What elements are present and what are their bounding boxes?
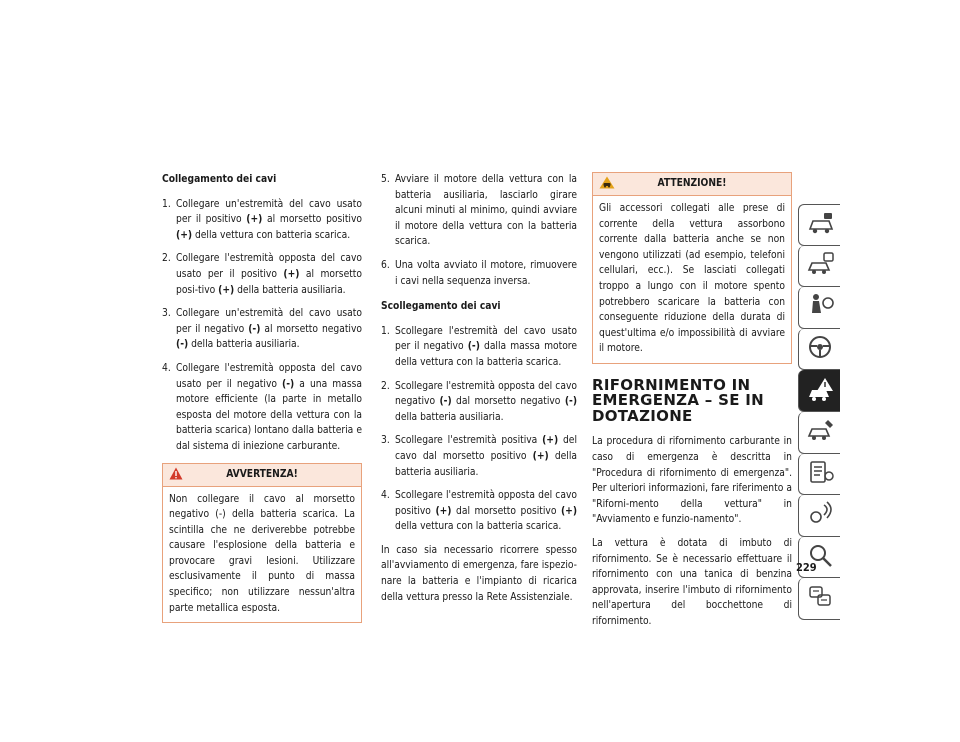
text-run: della batteria ausiliaria. [395, 450, 577, 478]
column-left [162, 172, 362, 623]
closing-paragraph: In caso sia necessario ricorrere spesso all'avviamento di emergenza, fare ispezio-nare la batteria e l'impianto di ricarica della vettura presso la Rete Assistenziale. [381, 544, 577, 603]
warning-header [163, 464, 361, 487]
chapter-tab[interactable] [798, 454, 840, 496]
warning-title: AVVERTENZA! [226, 468, 298, 480]
start-steps-list [381, 172, 577, 289]
terminal-sign: (+) [542, 435, 559, 447]
disconnect-steps-list [381, 324, 577, 535]
list-item [381, 433, 577, 480]
list-item-number: 3. [162, 308, 171, 320]
list-item [381, 324, 577, 371]
text-run: a una massa motore efficiente (la parte in metallo esposta del motore della vettura con la batteria scarica) lontano dalla batteria e dal sistema di iniezione carburante. [176, 378, 362, 452]
terminal-sign: (-) [439, 396, 452, 408]
text-run: al morsetto negativo [260, 323, 362, 335]
column-right [592, 172, 792, 638]
terminal-sign: (+) [246, 214, 263, 226]
warning-text: Non collegare il cavo al morsetto negativo (-) della batteria scarica. La scintilla che ne deriverebbe potrebbe causare l'esplosione della batteria e provocare gravi lesioni. Utilizzare esclusivamente il punto di massa specifico; non utilizzare nessun'altra parte metallica esposta. [169, 493, 355, 614]
page-number: 229 [796, 561, 817, 574]
terminal-sign: (-) [248, 323, 261, 335]
chapter-tabs [798, 204, 840, 620]
list-item-text [395, 172, 577, 250]
car-dashboard-icon [804, 207, 836, 243]
list-item-number: 5. [381, 174, 390, 185]
terminal-sign: (+) [532, 450, 549, 462]
multimedia-icon [804, 497, 836, 533]
terminal-sign: (+) [435, 505, 452, 517]
warning-triangle-icon [169, 467, 183, 486]
subheading-scollegamento: Scollegamento dei cavi [381, 301, 501, 313]
list-item-number: 1. [162, 198, 171, 210]
list-item-text [176, 197, 362, 244]
text-run: Collegare l'estremità opposta del cavo usato per il negativo [176, 362, 362, 390]
list-item-text [395, 258, 577, 289]
languages-icon [804, 581, 836, 617]
text-run: della batteria ausiliaria. [395, 411, 504, 423]
list-item [381, 258, 577, 289]
text-run: dal morsetto positivo [451, 505, 561, 517]
steering-wheel-icon [804, 331, 836, 367]
text-run: dalla massa motore della vettura con la batteria scarica. [395, 341, 577, 368]
terminal-sign: (+) [560, 505, 578, 517]
text-run: del cavo dal morsetto positivo [395, 435, 577, 462]
caution-title: ATTENZIONE! [657, 178, 727, 190]
list-item [381, 379, 577, 426]
warning-box [162, 463, 362, 624]
chapter-tab[interactable] [798, 287, 840, 329]
list-item-number: 2. [381, 380, 390, 392]
column-middle [381, 172, 577, 613]
seatbelt-airbag-icon [804, 289, 836, 325]
text-run: della vettura con batteria scarica. [192, 229, 351, 241]
section-title-line2: EMERGENZA – SE IN [592, 391, 765, 410]
text-run: della vettura con la batteria scarica. [395, 521, 562, 533]
terminal-sign: (-) [564, 396, 578, 408]
list-item [162, 361, 362, 455]
text-run: della batteria ausiliaria. [188, 339, 300, 351]
terminal-sign: (-) [467, 341, 480, 353]
text-run: Scollegare l'estremità opposta del cavo positivo [395, 490, 577, 517]
text-run: Collegare un'estremità del cavo usato per il positivo [176, 198, 362, 226]
section-title [592, 375, 792, 425]
terminal-sign: (+) [176, 229, 193, 241]
terminal-sign: (+) [283, 268, 300, 280]
list-item-text [176, 306, 362, 353]
list-item-text [176, 361, 362, 455]
list-item-number: 4. [162, 362, 171, 374]
chapter-tab[interactable] [798, 495, 840, 537]
list-item-number: 6. [381, 259, 390, 271]
text-run: Una volta avviato il motore, rimuovere i cavi nella sequenza inversa. [395, 259, 577, 287]
chapter-tab[interactable] [798, 204, 840, 246]
specs-list-icon [804, 456, 836, 492]
terminal-sign: (+) [218, 284, 235, 296]
caution-box [592, 172, 792, 364]
section-title-line1: RIFORNIMENTO IN [592, 375, 751, 394]
connect-steps-list [162, 197, 362, 455]
list-item-number: 3. [381, 435, 390, 447]
terminal-sign: (-) [176, 339, 189, 351]
text-run: al morsetto posi-tivo [176, 268, 362, 296]
text-run: dal morsetto negativo [451, 396, 565, 408]
list-item [162, 251, 362, 298]
text-run: Collegare l'estremità opposta del cavo usato per il positivo [176, 253, 362, 280]
text-run: Scollegare l'estremità opposta del cavo negativo [395, 380, 577, 408]
list-item-number: 2. [162, 253, 171, 265]
list-item-text [395, 488, 577, 535]
section-paragraph-2: La vettura è dotata di imbuto di rifornimento. Se è necessario effettuare il rifornimento con una tanica di benzina approvata, inserire l'imbuto di rifornimento nell'apertura del bocchettone di rifornimento. [592, 538, 792, 627]
text-run: Avviare il motore della vettura con la batteria ausiliaria, lasciarlo girare alcuni minuti al minimo, quindi avviare il motore della vettura con la batteria scarica. [395, 174, 577, 248]
list-item-number: 1. [381, 325, 390, 337]
list-item [381, 172, 577, 250]
list-item-number: 4. [381, 490, 390, 502]
text-run: Collegare un'estremità del cavo usato per il negativo [176, 308, 362, 335]
caution-car-icon [599, 176, 615, 195]
section-title-line3: DOTAZIONE [592, 406, 693, 425]
caution-header [593, 173, 791, 196]
chapter-tab[interactable] [798, 412, 840, 454]
chapter-tab[interactable] [798, 578, 840, 620]
chapter-tab[interactable] [798, 246, 840, 288]
section-paragraph-1: La procedura di rifornimento carburante in caso di emergenza è descritta in "Procedura di rifornimento di emergenza". Per ulteriori informazioni, fare riferimento a "Riforni-mento della vettura" in "Avviamento e funzio-namento". [592, 436, 792, 526]
car-service-icon [804, 414, 836, 450]
list-item-text [395, 379, 577, 426]
caution-text: Gli accessori collegati alle prese di corrente della vettura assorbono corrente dalla batteria anche se non vengono utilizzati (ad esempio, telefoni cellulari, ecc.). Se lasciati collegati troppo a lungo con il motore spento potrebbero scaricare la batteria con conseguente riduzione della durata di quest'ultima e/o impossibilità di avviare il motore. [599, 203, 785, 355]
terminal-sign: (-) [282, 378, 295, 390]
list-item-text [176, 251, 362, 298]
car-info-icon [804, 248, 836, 284]
text-run: Scollegare l'estremità del cavo usato per il negativo [395, 325, 577, 353]
list-item-text [395, 324, 577, 371]
text-run: della batteria ausiliaria. [234, 284, 346, 296]
chapter-tab[interactable] [798, 329, 840, 371]
list-item [162, 197, 362, 244]
list-item [162, 306, 362, 353]
chapter-tab[interactable] [798, 370, 840, 412]
emergency-car-icon [804, 373, 836, 409]
text-run: Scollegare l'estremità positiva [395, 435, 543, 447]
list-item [381, 488, 577, 535]
subheading-collegamento: Collegamento dei cavi [162, 174, 277, 185]
list-item-text [395, 433, 577, 480]
text-run: al morsetto positivo [262, 214, 362, 226]
